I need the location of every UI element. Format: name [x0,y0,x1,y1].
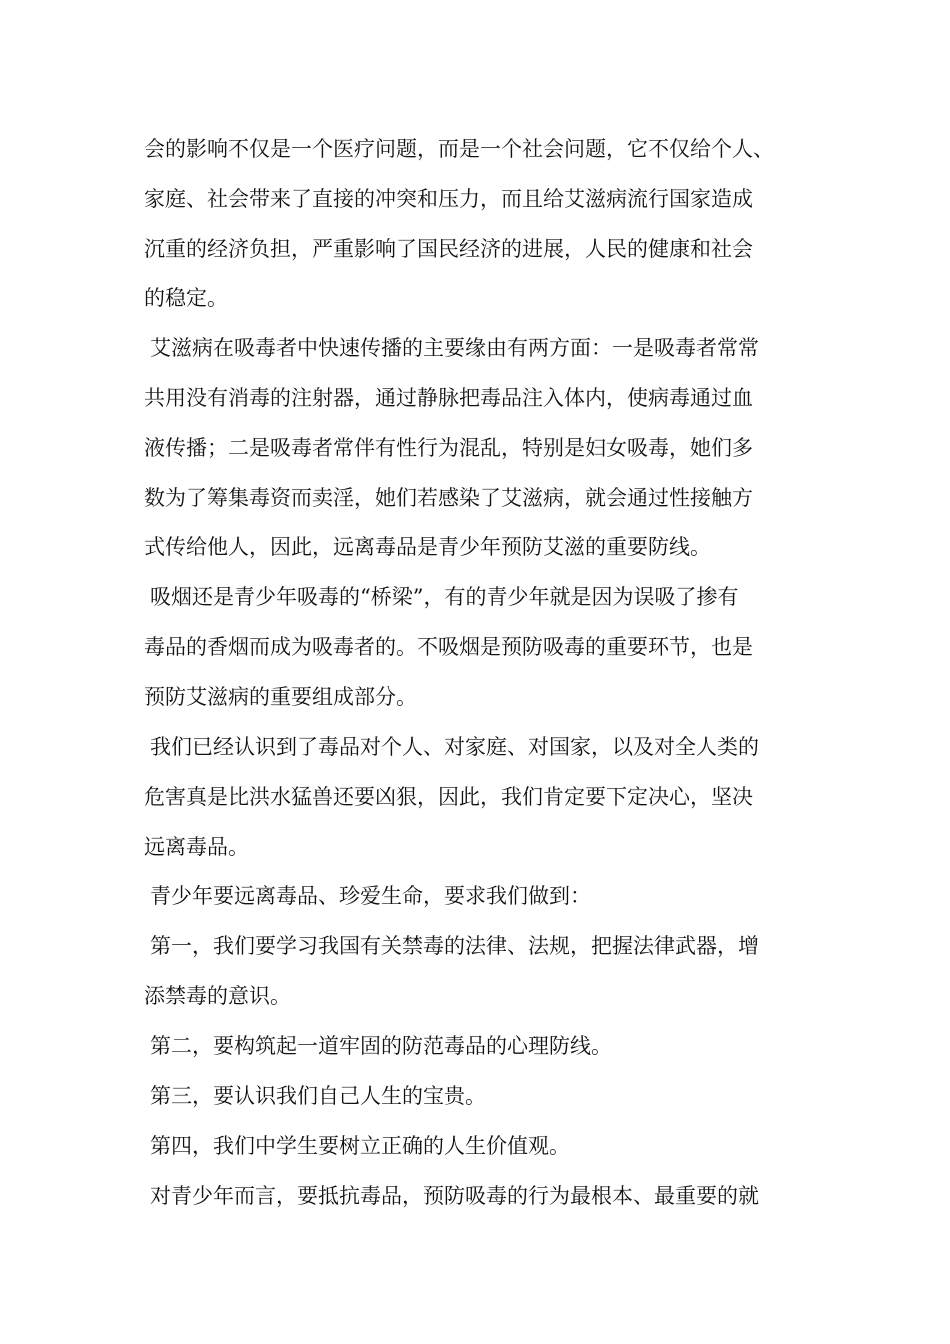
text-line: 家庭、社会带来了直接的冲突和压力，而且给艾滋病流行国家造成 [144,187,753,211]
text-line: 危害真是比洪水猛兽还要凶狠，因此，我们肯定要下定决心，坚决 [144,785,753,809]
text-line: 沉重的经济负担，严重影响了国民经济的进展，人民的健康和社会 [144,237,753,261]
paragraph-first-line: 第二，要构筑起一道牢固的防范毒品的心理防线。 [150,1034,612,1058]
text-line: 数为了筹集毒资而卖淫，她们若感染了艾滋病，就会通过性接触方 [144,486,753,510]
text-line: 会的影响不仅是一个医疗问题，而是一个社会问题，它不仅给个人、 [144,137,774,161]
text-line: 毒品的香烟而成为吸毒者的。不吸烟是预防吸毒的重要环节，也是 [144,635,753,659]
paragraph-first-line: 吸烟还是青少年吸毒的“桥梁”，有的青少年就是因为误吸了掺有 [150,585,739,609]
paragraph-first-line: 艾滋病在吸毒者中快速传播的主要缘由有两方面：一是吸毒者常常 [150,336,759,360]
text-line: 的稳定。 [144,286,228,310]
text-line: 远离毒品。 [144,835,249,859]
text-line: 添禁毒的意识。 [144,984,291,1008]
paragraph-first-line: 青少年要远离毒品、珍爱生命，要求我们做到： [150,884,591,908]
text-line: 共用没有消毒的注射器，通过静脉把毒品注入体内，使病毒通过血 [144,386,753,410]
paragraph-first-line: 第一，我们要学习我国有关禁毒的法律、法规，把握法律武器，增 [150,934,759,958]
text-line: 式传给他人，因此，远离毒品是青少年预防艾滋的重要防线。 [144,535,711,559]
paragraph-first-line: 第三，要认识我们自己人生的宝贵。 [150,1084,486,1108]
paragraph-first-line: 我们已经认识到了毒品对个人、对家庭、对国家，以及对全人类的 [150,735,759,759]
text-line: 预防艾滋病的重要组成部分。 [144,685,417,709]
paragraph-first-line: 第四，我们中学生要树立正确的人生价值观。 [150,1134,570,1158]
text-line: 液传播；二是吸毒者常伴有性行为混乱，特别是妇女吸毒，她们多 [144,436,753,460]
paragraph-first-line: 对青少年而言，要抵抗毒品，预防吸毒的行为最根本、最重要的就 [150,1184,759,1208]
